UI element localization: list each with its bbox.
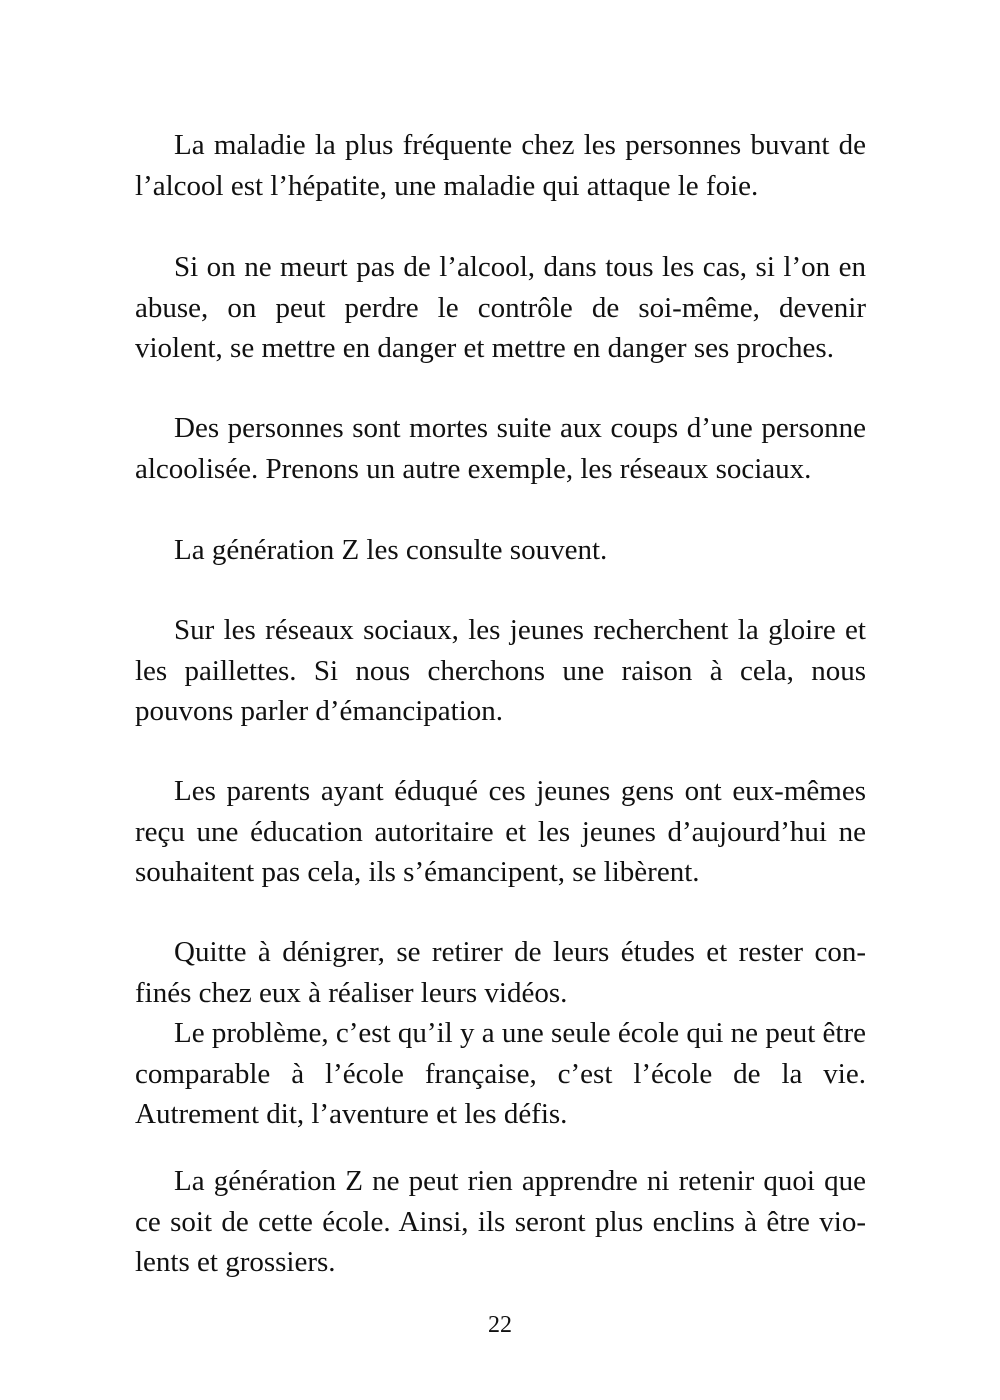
paragraph-7: Quitte à dénigrer, se retirer de leurs études et rester confinés chez eux à réaliser leurs vidéos. bbox=[135, 936, 866, 1009]
paragraph-2: Si on ne meurt pas de l’alcool, dans tous les cas, si l’on en abuse, on peut perdre le contrôle de soi-même, devenir violent, se mettre en danger et mettre en danger ses proches. bbox=[135, 251, 866, 364]
paragraph-6: Les parents ayant éduqué ces jeunes gens ont eux-mêmes reçu une éducation autoritaire et les jeunes d’aujourd’hui ne souhaitent pas cela, ils s’émancipent, se libèrent. bbox=[135, 775, 866, 888]
paragraph-4: La génération Z les consulte souvent. bbox=[174, 534, 608, 566]
paragraph-9: La génération Z ne peut rien apprendre ni retenir quoi que ce soit de cette école. Ainsi, ils seront plus enclins à être violents et grossiers. bbox=[135, 1165, 866, 1278]
paragraph-8: Le problème, c’est qu’il y a une seule école qui ne peut être comparable à l’école française, c’est l’école de la vie. Autrement dit, l’aventure et les défis. bbox=[135, 1017, 866, 1130]
page-number: 22 bbox=[488, 1312, 512, 1338]
paragraph-1: La maladie la plus fréquente chez les personnes buvant de l’alcool est l’hépatite, une maladie qui attaque le foie. bbox=[135, 129, 866, 202]
paragraph-3: Des personnes sont mortes suite aux coups d’une personne alcoolisée. Prenons un autre exemple, les réseaux sociaux. bbox=[135, 412, 866, 485]
paragraph-5: Sur les réseaux sociaux, les jeunes recherchent la gloire et les paillettes. Si nous cherchons une raison à cela, nous pouvons parler d’émancipation. bbox=[135, 614, 866, 727]
